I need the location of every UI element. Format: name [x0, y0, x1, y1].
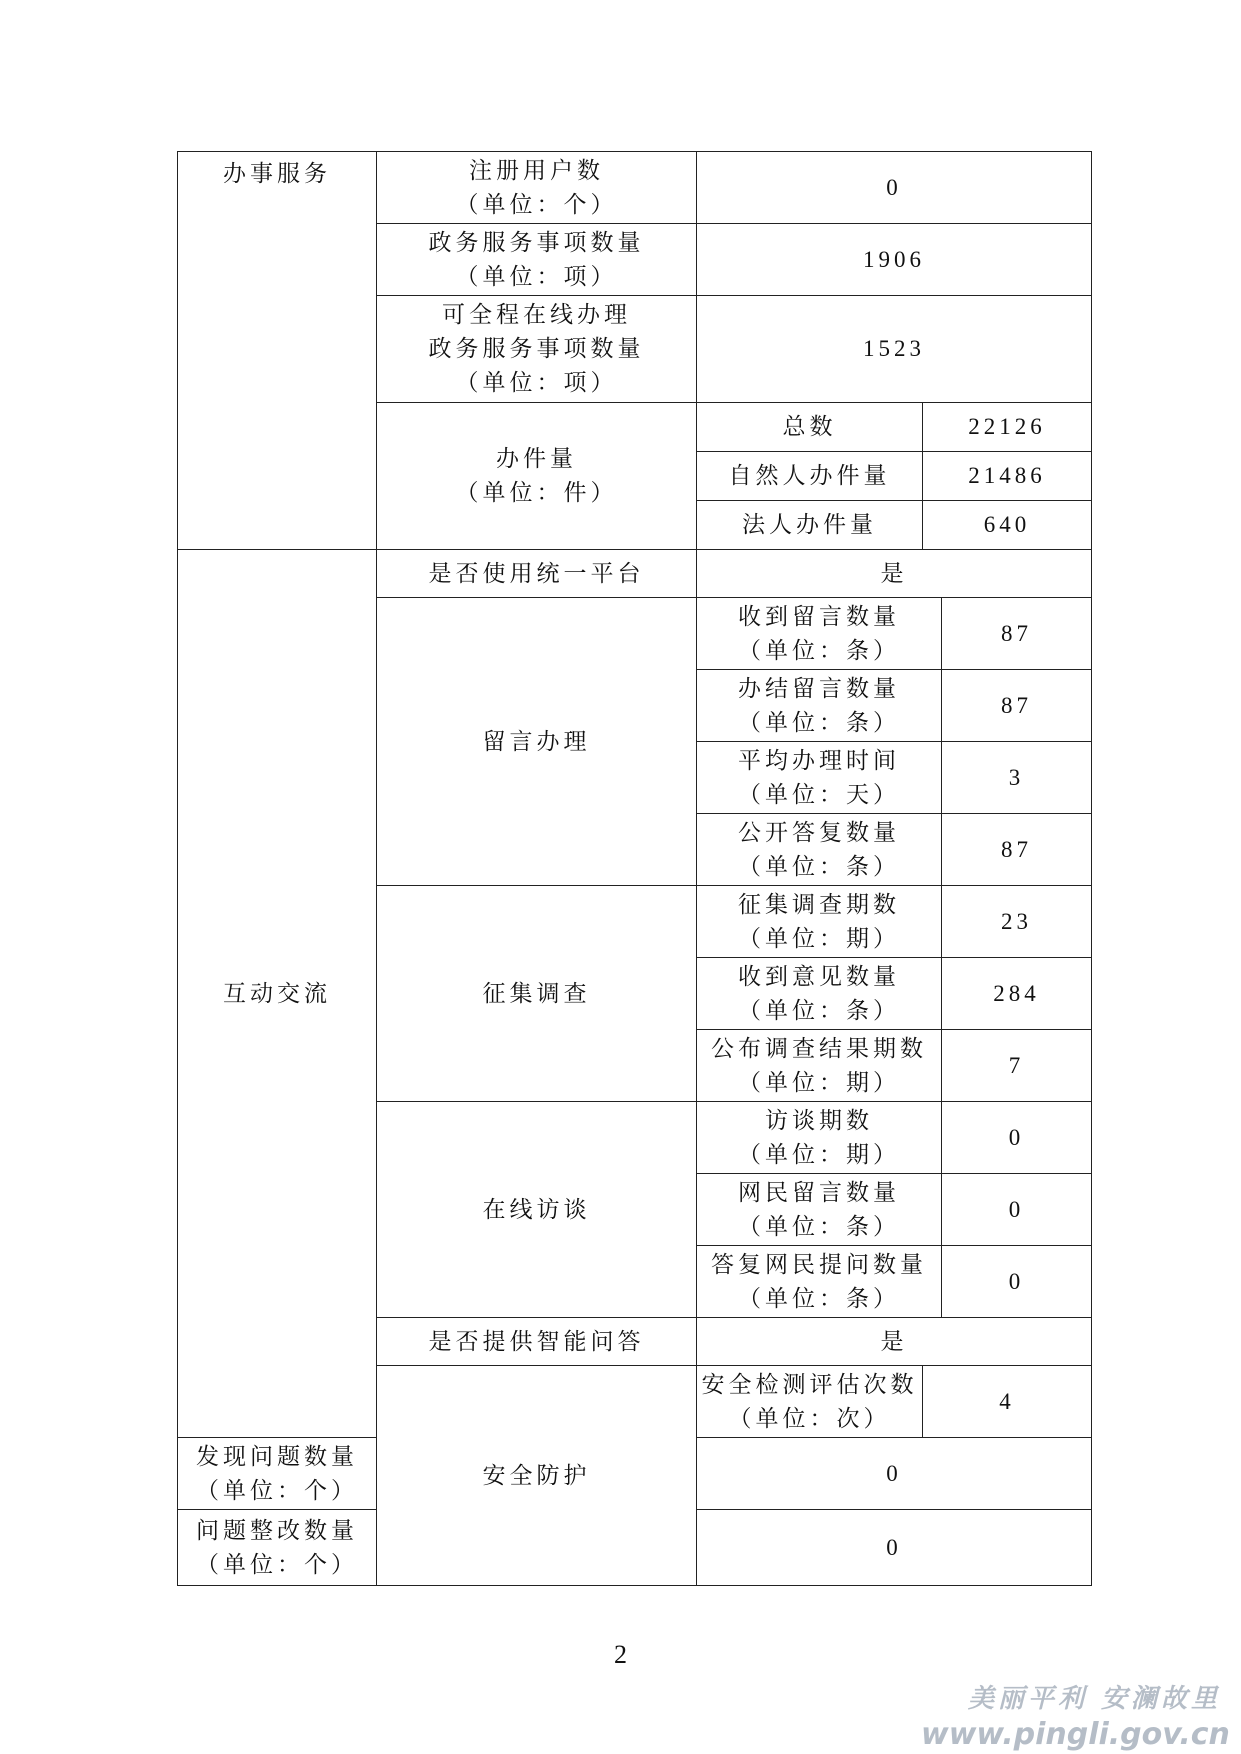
- section-interaction: 互动交流: [178, 550, 377, 1438]
- table-row: [178, 550, 1092, 598]
- value-interview-messages: 0: [942, 1174, 1092, 1246]
- value-messages-done: 87: [942, 670, 1092, 742]
- value-interview-periods: 0: [942, 1102, 1092, 1174]
- label-security-found: 发现问题数量 （单位：个）: [178, 1438, 377, 1510]
- label-interview-messages: 网民留言数量 （单位：条）: [697, 1174, 942, 1246]
- page-number: 2: [614, 1640, 627, 1669]
- label-cases-natural: 自然人办件量: [697, 452, 923, 501]
- value-cases-natural: 21486: [923, 452, 1092, 501]
- label-security-fixed: 问题整改数量 （单位：个）: [178, 1510, 377, 1586]
- value-security-checks: 4: [923, 1366, 1092, 1438]
- value-public-reply: 87: [942, 814, 1092, 886]
- label-survey-results: 公布调查结果期数 （单位：期）: [697, 1030, 942, 1102]
- label-cases-total: 总数: [697, 403, 923, 452]
- label-survey-periods: 征集调查期数 （单位：期）: [697, 886, 942, 958]
- label-survey: 征集调查: [377, 886, 697, 1102]
- label-online-items: 可全程在线办理 政务服务事项数量 （单位：项）: [377, 296, 697, 403]
- value-avg-time: 3: [942, 742, 1092, 814]
- label-survey-opinions: 收到意见数量 （单位：条）: [697, 958, 942, 1030]
- label-public-reply: 公开答复数量 （单位：条）: [697, 814, 942, 886]
- label-cases: 办件量 （单位：件）: [377, 403, 697, 550]
- value-online-items: 1523: [697, 296, 1092, 403]
- value-messages-received: 87: [942, 598, 1092, 670]
- label-messages-done: 办结留言数量 （单位：条）: [697, 670, 942, 742]
- section-service: 办事服务: [178, 152, 377, 550]
- watermark-text: 美丽平利 安澜故里: [967, 1684, 1221, 1714]
- value-registered-users: 0: [697, 152, 1092, 224]
- value-interview-answered: 0: [942, 1246, 1092, 1318]
- label-cases-legal: 法人办件量: [697, 501, 923, 550]
- label-interview-answered: 答复网民提问数量 （单位：条）: [697, 1246, 942, 1318]
- label-messages: 留言办理: [377, 598, 697, 886]
- label-avg-time: 平均办理时间 （单位：天）: [697, 742, 942, 814]
- value-survey-periods: 23: [942, 886, 1092, 958]
- label-security-checks: 安全检测评估次数 （单位：次）: [697, 1366, 923, 1438]
- statistics-table: [177, 151, 1092, 1586]
- section-security: 安全防护: [377, 1366, 697, 1586]
- value-security-fixed: 0: [697, 1510, 1092, 1586]
- label-registered-users: 注册用户数 （单位：个）: [377, 152, 697, 224]
- watermark: [921, 1678, 1230, 1752]
- value-cases-total: 22126: [923, 403, 1092, 452]
- value-survey-results: 7: [942, 1030, 1092, 1102]
- label-interview: 在线访谈: [377, 1102, 697, 1318]
- table-row: [178, 152, 1092, 224]
- value-cases-legal: 640: [923, 501, 1092, 550]
- value-smart-qa: 是: [697, 1318, 1092, 1366]
- label-interview-periods: 访谈期数 （单位：期）: [697, 1102, 942, 1174]
- label-unified-platform: 是否使用统一平台: [377, 550, 697, 598]
- label-service-items: 政务服务事项数量 （单位：项）: [377, 224, 697, 296]
- label-messages-received: 收到留言数量 （单位：条）: [697, 598, 942, 670]
- value-survey-opinions: 284: [942, 958, 1092, 1030]
- value-unified-platform: 是: [697, 550, 1092, 598]
- value-service-items: 1906: [697, 224, 1092, 296]
- value-security-found: 0: [697, 1438, 1092, 1510]
- label-smart-qa: 是否提供智能问答: [377, 1318, 697, 1366]
- watermark-url: www.pingli.gov.cn: [921, 1717, 1230, 1752]
